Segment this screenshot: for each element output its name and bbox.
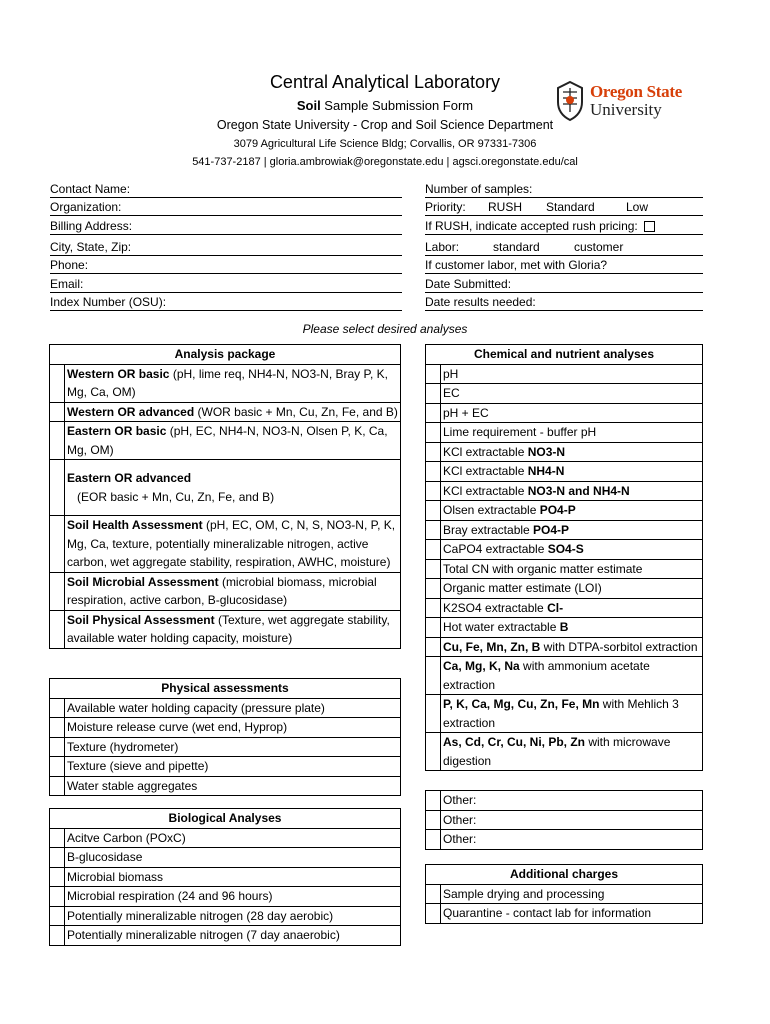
item-text: with Mehlich 3 extraction (443, 697, 679, 730)
western-advanced-desc: (WOR basic + Mn, Cu, Zn, Fe, and B) (194, 404, 398, 419)
index-number-field[interactable]: Index Number (OSU): (50, 293, 402, 311)
chemical-item (441, 695, 703, 733)
item-bold: SO4-S (547, 542, 584, 556)
table-row (426, 423, 703, 443)
soil-physical-desc: (Texture, wet aggregate stability, available water holding capacity, moisture) (67, 612, 390, 645)
chemical-item: Organic matter estimate (LOI) (441, 579, 703, 599)
chemical-item (441, 598, 703, 618)
physical-item: Available water holding capacity (pressure plate) (65, 698, 401, 718)
select-checkbox[interactable] (426, 442, 441, 462)
select-checkbox[interactable] (50, 364, 65, 402)
select-checkbox[interactable] (50, 516, 65, 573)
eastern-basic-name: Eastern OR basic (67, 424, 167, 438)
select-checkbox[interactable] (50, 906, 65, 926)
eastern-advanced-name: Eastern OR advanced (67, 471, 192, 485)
date-submitted-field[interactable]: Date Submitted: (425, 275, 703, 293)
chemical-header: Chemical and nutrient analyses (426, 345, 703, 365)
table-row (50, 718, 401, 738)
select-checkbox[interactable] (426, 384, 441, 404)
select-checkbox[interactable] (426, 791, 441, 811)
city-state-zip-field[interactable]: City, State, Zip: (50, 238, 402, 256)
table-row (50, 572, 401, 610)
department: Oregon State University - Crop and Soil Science Department (216, 118, 554, 132)
select-checkbox[interactable] (426, 423, 441, 443)
select-checkbox[interactable] (426, 695, 441, 733)
western-basic-cell (65, 364, 401, 402)
western-advanced-cell (65, 402, 401, 422)
organization-field[interactable]: Organization: (50, 198, 402, 216)
biological-item: Acitve Carbon (POxC) (65, 828, 401, 848)
select-checkbox[interactable] (426, 733, 441, 771)
customer-labor-field[interactable]: If customer labor, met with Gloria? (425, 256, 703, 274)
select-checkbox[interactable] (426, 540, 441, 560)
priority-standard-option[interactable]: Standard (546, 200, 595, 214)
select-checkbox[interactable] (426, 501, 441, 521)
physical-item: Water stable aggregates (65, 776, 401, 796)
eastern-basic-cell (65, 422, 401, 460)
soil-microbial-name: Soil Microbial Assessment (67, 574, 219, 589)
item-text: KCl extractable (443, 444, 528, 459)
table-row (426, 579, 703, 599)
billing-address-field[interactable]: Billing Address: (50, 217, 402, 235)
table-row (426, 618, 703, 638)
other-item[interactable]: Other: (441, 830, 703, 850)
priority-field[interactable] (425, 198, 703, 216)
table-row (426, 481, 703, 501)
subtitle-bold: Soil (296, 98, 321, 113)
table-row (50, 828, 401, 848)
select-checkbox[interactable] (50, 848, 65, 868)
table-row (426, 501, 703, 521)
labor-field[interactable] (425, 238, 703, 256)
select-checkbox[interactable] (50, 887, 65, 907)
item-text: with microwave digestion (443, 735, 671, 768)
priority-rush-option[interactable]: RUSH (488, 200, 523, 214)
table-row (50, 776, 401, 796)
select-checkbox[interactable] (426, 657, 441, 695)
physical-item: Texture (hydrometer) (65, 737, 401, 757)
soil-microbial-cell (65, 572, 401, 610)
item-text: with ammonium acetate extraction (443, 659, 650, 692)
table-row (50, 364, 401, 402)
rush-pricing-field (425, 217, 703, 235)
soil-health-cell (65, 516, 401, 573)
logo-text-line1: Oregon State (590, 82, 682, 101)
labor-standard-option[interactable]: standard (493, 240, 540, 254)
chemical-item (441, 481, 703, 501)
phone-field[interactable]: Phone: (50, 256, 402, 274)
item-bold: NO3-N (527, 444, 566, 459)
rush-pricing-label: If RUSH, indicate accepted rush pricing: (425, 219, 638, 233)
select-checkbox[interactable] (426, 904, 441, 924)
table-row (50, 516, 401, 573)
page-title: Central Analytical Laboratory (269, 72, 501, 92)
contact-line: 541-737-2187 | gloria.ambrowiak@oregonstate.edu | agsci.oregonstate.edu/cal (192, 156, 578, 168)
table-row (426, 904, 703, 924)
select-checkbox[interactable] (426, 598, 441, 618)
select-checkbox[interactable] (426, 403, 441, 423)
chemical-item (441, 442, 703, 462)
chemical-item (441, 618, 703, 638)
item-bold: As, Cd, Cr, Cu, Ni, Pb, Zn (443, 735, 586, 749)
table-row (50, 848, 401, 868)
item-bold: B (559, 620, 569, 634)
chemical-item: EC (441, 384, 703, 404)
chemical-item: Total CN with organic matter estimate (441, 559, 703, 579)
labor-label: Labor: (425, 240, 460, 254)
soil-microbial-desc: (microbial biomass, microbial respiration, active carbon, B-glucosidase) (67, 574, 377, 607)
table-row (50, 757, 401, 777)
table-row (50, 926, 401, 946)
select-checkbox[interactable] (426, 579, 441, 599)
other-table (425, 790, 703, 850)
table-row (426, 403, 703, 423)
table-row (426, 695, 703, 733)
table-row (426, 598, 703, 618)
table-row (50, 610, 401, 648)
select-checkbox[interactable] (50, 737, 65, 757)
select-checkbox[interactable] (426, 462, 441, 482)
soil-physical-cell (65, 610, 401, 648)
other-item[interactable]: Other: (441, 810, 703, 830)
select-checkbox[interactable] (50, 460, 65, 516)
select-checkbox[interactable] (426, 364, 441, 384)
item-text: with DTPA-sorbitol extraction (540, 639, 698, 654)
select-checkbox[interactable] (426, 481, 441, 501)
table-row (426, 384, 703, 404)
table-row (50, 737, 401, 757)
email-field[interactable]: Email: (50, 275, 402, 293)
chemical-item (441, 462, 703, 482)
table-row (50, 460, 401, 516)
chemical-item (441, 733, 703, 771)
physical-item: Texture (sieve and pipette) (65, 757, 401, 777)
select-note: Please select desired analyses (302, 322, 468, 336)
soil-health-desc: (pH, EC, OM, C, N, S, NO3-N, P, K, Mg, Ca, texture, potentially mineralizable nitrogen, active carbon, wet aggregate stability, respiration, AWHC, moisture) (67, 518, 396, 569)
select-checkbox[interactable] (50, 926, 65, 946)
item-bold: PO4-P (539, 503, 576, 517)
select-checkbox[interactable] (426, 637, 441, 657)
labor-customer-option[interactable]: customer (574, 240, 624, 254)
chemical-analyses-table (425, 344, 703, 771)
priority-label: Priority: (425, 200, 466, 214)
priority-low-option[interactable]: Low (626, 200, 649, 214)
eastern-basic-desc: (pH, EC, NH4-N, NO3-N, Olsen P, K, Ca, Mg, OM) (67, 424, 388, 457)
biological-header: Biological Analyses (50, 809, 401, 829)
table-row (50, 698, 401, 718)
table-row (50, 422, 401, 460)
select-checkbox[interactable] (426, 810, 441, 830)
osu-logo (554, 80, 694, 124)
biological-item: Microbial respiration (24 and 96 hours) (65, 887, 401, 907)
select-checkbox[interactable] (50, 698, 65, 718)
additional-charges-table (425, 864, 703, 924)
item-text: Bray extractable (443, 522, 534, 537)
physical-assessments-table (49, 678, 401, 796)
eastern-advanced-cell (65, 460, 401, 516)
select-checkbox[interactable] (50, 610, 65, 648)
select-checkbox[interactable] (50, 572, 65, 610)
item-text: K2SO4 extractable (443, 600, 548, 615)
table-row (426, 520, 703, 540)
rush-pricing-checkbox[interactable] (644, 221, 655, 232)
select-checkbox[interactable] (50, 828, 65, 848)
chemical-item: pH + EC (441, 403, 703, 423)
analysis-package-header: Analysis package (50, 345, 401, 365)
select-checkbox[interactable] (50, 718, 65, 738)
biological-item: B-glucosidase (65, 848, 401, 868)
item-bold: Ca, Mg, K, Na (443, 659, 520, 673)
table-row (426, 559, 703, 579)
soil-physical-name: Soil Physical Assessment (67, 612, 215, 627)
table-row (50, 887, 401, 907)
additional-header: Additional charges (426, 865, 703, 885)
item-text: KCl extractable (443, 464, 528, 478)
item-text: Hot water extractable (443, 620, 560, 634)
chemical-item: pH (441, 364, 703, 384)
select-checkbox[interactable] (426, 830, 441, 850)
table-row (426, 462, 703, 482)
physical-item: Moisture release curve (wet end, Hyprop) (65, 718, 401, 738)
table-row (426, 657, 703, 695)
table-row (426, 830, 703, 850)
eastern-advanced-desc: (EOR basic + Mn, Cu, Zn, Fe, and B) (67, 489, 275, 504)
logo-text-line2: University (590, 100, 662, 119)
western-advanced-name: Western OR advanced (67, 404, 195, 419)
table-row (426, 810, 703, 830)
date-needed-field[interactable]: Date results needed: (425, 293, 703, 311)
biological-item: Microbial biomass (65, 867, 401, 887)
additional-item: Sample drying and processing (441, 884, 703, 904)
table-row (426, 884, 703, 904)
soil-health-name: Soil Health Assessment (67, 518, 203, 532)
biological-item: Potentially mineralizable nitrogen (28 day aerobic) (65, 906, 401, 926)
contact-name-field[interactable]: Contact Name: (50, 180, 402, 198)
chemical-item (441, 657, 703, 695)
other-item[interactable]: Other: (441, 791, 703, 811)
chemical-item: Lime requirement - buffer pH (441, 423, 703, 443)
western-basic-desc: (pH, lime req, NH4-N, NO3-N, Bray P, K, Mg, Ca, OM) (67, 366, 388, 399)
table-row (426, 442, 703, 462)
item-text: CaPO4 extractable (443, 542, 548, 556)
select-checkbox[interactable] (50, 867, 65, 887)
number-of-samples-field[interactable]: Number of samples: (425, 180, 703, 198)
item-bold: NO3-N and NH4-N (527, 483, 630, 498)
biological-analyses-table (49, 808, 401, 946)
physical-header: Physical assessments (50, 679, 401, 699)
select-checkbox[interactable] (426, 559, 441, 579)
address: 3079 Agricultural Life Science Bldg; Corvallis, OR 97331-7306 (233, 138, 537, 150)
table-row (50, 867, 401, 887)
select-checkbox[interactable] (50, 776, 65, 796)
subtitle-rest: Sample Submission Form (320, 98, 474, 113)
table-row (426, 637, 703, 657)
item-bold: PO4-P (533, 522, 570, 537)
select-checkbox[interactable] (426, 618, 441, 638)
analysis-package-table (49, 344, 401, 649)
item-bold: P, K, Ca, Mg, Cu, Zn, Fe, Mn (443, 697, 600, 711)
table-row (50, 402, 401, 422)
item-bold: Cu, Fe, Mn, Zn, B (443, 639, 541, 654)
item-bold: NH4-N (527, 464, 565, 478)
chemical-item (441, 637, 703, 657)
chemical-item (441, 520, 703, 540)
item-text: KCl extractable (443, 483, 528, 498)
item-text: Olsen extractable (443, 503, 540, 517)
table-row (426, 540, 703, 560)
item-bold: Cl- (547, 600, 564, 615)
select-checkbox[interactable] (50, 402, 65, 422)
chemical-item (441, 540, 703, 560)
chemical-item (441, 501, 703, 521)
osu-seal-icon (554, 80, 586, 122)
biological-item: Potentially mineralizable nitrogen (7 day anaerobic) (65, 926, 401, 946)
western-basic-name: Western OR basic (67, 366, 170, 381)
select-checkbox[interactable] (426, 884, 441, 904)
select-checkbox[interactable] (426, 520, 441, 540)
table-row (426, 791, 703, 811)
table-row (50, 906, 401, 926)
select-checkbox[interactable] (50, 757, 65, 777)
table-row (426, 364, 703, 384)
additional-item: Quarantine - contact lab for information (441, 904, 703, 924)
table-row (426, 733, 703, 771)
select-checkbox[interactable] (50, 422, 65, 460)
